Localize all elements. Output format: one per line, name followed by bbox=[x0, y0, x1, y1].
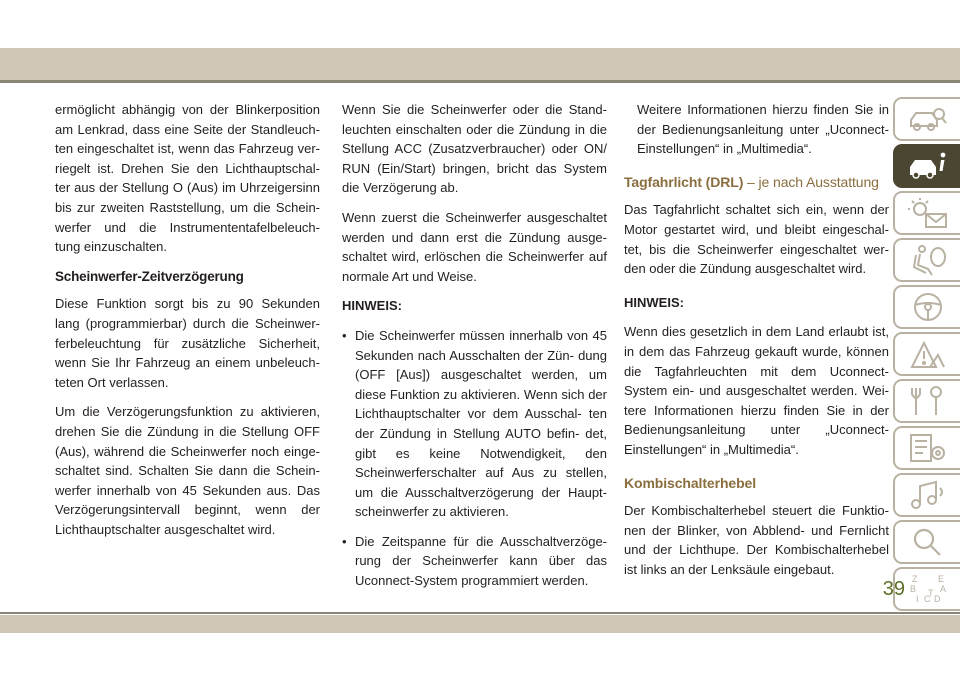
index-letter: T bbox=[927, 588, 933, 598]
section-heading: Scheinwerfer-Zeitverzögerung bbox=[55, 268, 244, 284]
tab-car-info[interactable] bbox=[893, 144, 960, 188]
section-heading-kombischalter: Kombischalterhebel bbox=[624, 474, 757, 491]
search-magnifier-icon bbox=[906, 525, 950, 559]
paragraph: Wenn Sie die Scheinwerfer oder die Stand- leuchten einschalten oder die Zündung in die Stellung ACC (Zusatzverbraucher) oder ON/ RUN (Ein/Start) bringen, bricht das System die Verzögerung ab. bbox=[342, 102, 607, 196]
column-3 bbox=[624, 100, 889, 589]
chapter-tabs bbox=[893, 97, 960, 614]
index-letters-icon bbox=[906, 572, 950, 606]
paragraph: Das Tagfahrlicht schaltet sich ein, wenn der Motor gestartet wird, und bleibt eingeschal- tet, bis die Scheinwerfer eingeschaltet wer- den oder die Zündung ausgeschaltet wird. bbox=[624, 202, 889, 277]
paragraph: Um die Verzögerungsfunktion zu aktivieren, drehen Sie die Zündung in die Stellung OFF (Aus), während die Scheinwerfer noch einge- schaltet sind. Schalten Sie dann die Schein- werfer innerhalb von 45 Sekunden aus. Das Verzögerungsintervall beginnt, wenn der Lichthauptschalter ausgeschaltet wird. bbox=[55, 404, 320, 537]
roadside-warning-icon bbox=[906, 337, 950, 371]
paragraph: Diese Funktion sorgt bis zu 90 Sekunden lang (programmierbar) durch die Scheinwer- ferbeleuchtung für zusätzliche Sicherheit, wenn Sie Ihr Fahrzeug an einem unbeleuch- teten Ort verlassen. bbox=[55, 296, 320, 390]
column-2 bbox=[342, 100, 607, 601]
footer-band bbox=[0, 615, 960, 633]
airbag-seat-icon bbox=[906, 243, 950, 277]
note-label: HINWEIS: bbox=[624, 294, 684, 310]
index-letter: I bbox=[915, 594, 919, 604]
header-band bbox=[0, 48, 960, 80]
tab-safety[interactable] bbox=[893, 238, 960, 282]
heading-main: Tagfahrlicht (DRL) bbox=[624, 173, 744, 190]
index-letter: D bbox=[933, 594, 940, 604]
paragraph: Wenn dies gesetzlich in dem Land erlaubt ist, in dem das Fahrzeug gekauft wurde, können die Tagfahrleuchten mit dem Uconnect- System ein- und ausgeschaltet werden. Wei- tere Informationen hierzu finden Sie in der Bedienungsanleitung unter „Uconnect- Einstellungen“ in „Multimedia“. bbox=[624, 324, 889, 457]
index-letter: C bbox=[923, 594, 930, 604]
note-label: HINWEIS: bbox=[342, 298, 402, 314]
footer-rule bbox=[0, 612, 960, 614]
header-rule bbox=[0, 80, 960, 83]
section-heading-drl bbox=[624, 173, 889, 193]
paragraph: ermöglicht abhängig von der Blinkerposition am Lenkrad, dass eine Seite der Standleuch- ten eingeschaltet ist, wenn das Fahrzeug ver- riegelt ist. Drehen Sie den Lichthauptschal- ter aus der Stellung O (Aus) im Uhrzeigersinn bis zur zweiten Raststellung, um die Schein- werfer und die Instrumententafelbeleuch- tung einzuschalten. bbox=[55, 102, 320, 255]
tab-multimedia[interactable] bbox=[893, 473, 960, 517]
multimedia-music-icon bbox=[906, 478, 950, 512]
steering-wheel-icon bbox=[906, 290, 950, 324]
car-info-icon bbox=[906, 149, 950, 183]
index-letter: E bbox=[937, 574, 944, 584]
list-item: • Die Scheinwerfer müssen innerhalb von 45 Sekunden nach Ausschalten der Zün- dung (OFF [Aus]) ausgeschaltet werden, um diese Funktion zu aktivieren. Wenn sich der Lichthauptschalter vor dem Ausschal- ten der Zündung in Stellung AUTO befin- det, gibt es keine Notwendigkeit, den Scheinwerferschalter auf Aus zu stellen, um die Ausschaltverzögerung der Haupt- scheinwerfer zu aktivieren. bbox=[342, 326, 607, 522]
paragraph: Der Kombischalterhebel steuert die Funktio- nen der Blinker, von Abblend- und Fernlicht und der Lichthupe. Der Kombischalterhebel ist links an der Lenksäule eingebaut. bbox=[624, 503, 889, 577]
tab-specifications[interactable] bbox=[893, 426, 960, 470]
tab-customer-assistance[interactable] bbox=[893, 520, 960, 564]
specifications-gear-icon bbox=[906, 431, 950, 465]
tools-icon bbox=[906, 384, 950, 418]
column-1 bbox=[55, 100, 320, 549]
heading-suffix: – je nach Ausstattung bbox=[743, 173, 879, 190]
list-item: • Die Zeitspanne für die Ausschaltverzöge- rung der Scheinwerfer kann über das Uconnect-System programmiert werden. bbox=[342, 532, 607, 591]
index-letter: B bbox=[909, 584, 916, 594]
warning-lights-message-icon bbox=[906, 196, 950, 230]
paragraph: Weitere Informationen hierzu finden Sie in der Bedienungsanleitung unter „Uconnect- Einstellungen“ in „Multimedia“. bbox=[637, 102, 889, 157]
car-search-icon bbox=[906, 102, 950, 136]
tab-maintenance[interactable] bbox=[893, 379, 960, 423]
index-letter: A bbox=[939, 584, 946, 594]
page-number: 39 bbox=[882, 578, 905, 600]
tab-warning-lights[interactable] bbox=[893, 191, 960, 235]
paragraph: Wenn zuerst die Scheinwerfer ausgeschaltet werden und dann erst die Zündung ausge- schaltet wird, erlöschen die Scheinwerfer auf normale Art und Weise. bbox=[342, 209, 607, 284]
tab-car-search[interactable] bbox=[893, 97, 960, 141]
note-list bbox=[342, 326, 607, 591]
tab-driving[interactable] bbox=[893, 285, 960, 329]
index-letter: Z bbox=[911, 574, 917, 584]
tab-emergency[interactable] bbox=[893, 332, 960, 376]
